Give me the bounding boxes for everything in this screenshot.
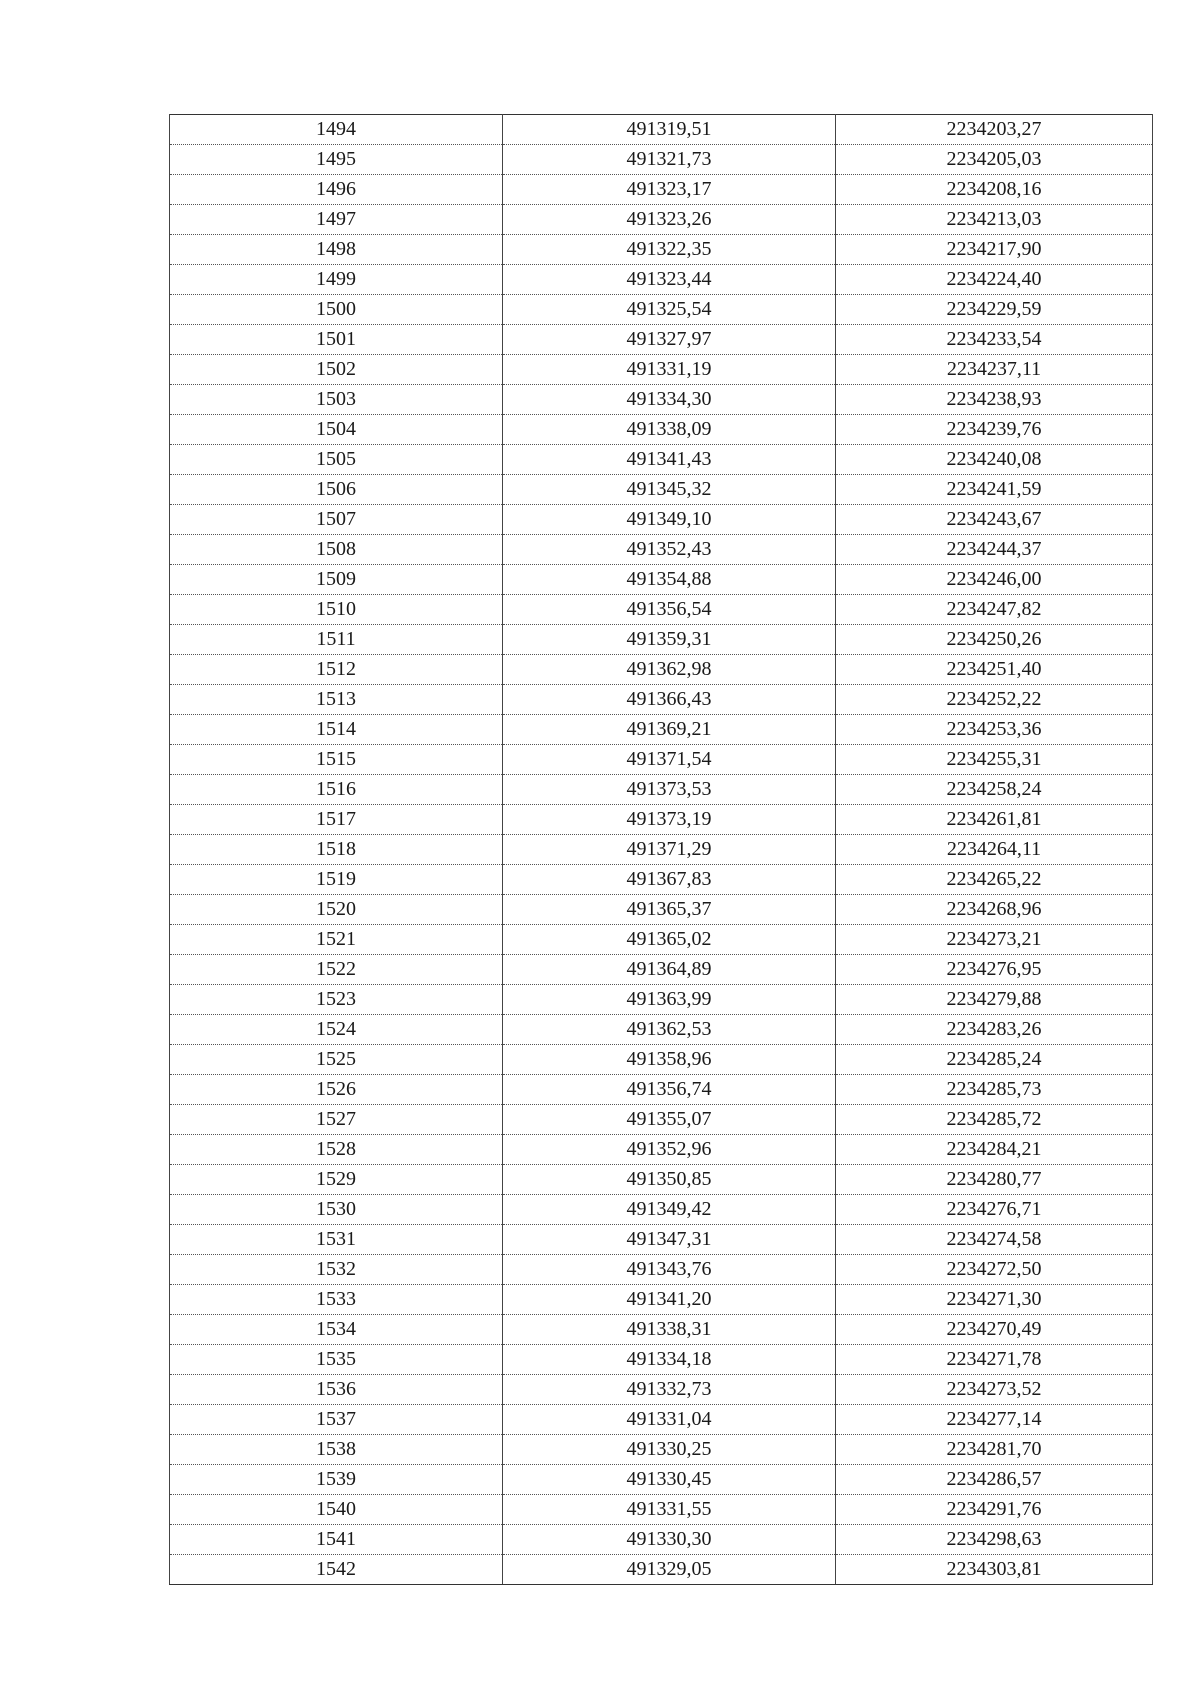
x-coordinate-cell: 491322,35	[503, 235, 836, 265]
x-coordinate-cell: 491334,18	[503, 1345, 836, 1375]
y-coordinate-cell: 2234240,08	[836, 445, 1153, 475]
y-coordinate-cell: 2234253,36	[836, 715, 1153, 745]
x-coordinate-cell: 491343,76	[503, 1255, 836, 1285]
x-coordinate-cell: 491373,19	[503, 805, 836, 835]
y-coordinate-cell: 2234246,00	[836, 565, 1153, 595]
table-row	[170, 715, 1153, 745]
x-coordinate-cell: 491341,43	[503, 445, 836, 475]
point-number-cell: 1508	[170, 535, 503, 565]
x-coordinate-cell: 491362,53	[503, 1015, 836, 1045]
y-coordinate-cell: 2234291,76	[836, 1495, 1153, 1525]
table-row	[170, 265, 1153, 295]
point-number-cell: 1532	[170, 1255, 503, 1285]
point-number-cell: 1533	[170, 1285, 503, 1315]
x-coordinate-cell: 491331,55	[503, 1495, 836, 1525]
y-coordinate-cell: 2234255,31	[836, 745, 1153, 775]
point-number-cell: 1530	[170, 1195, 503, 1225]
x-coordinate-cell: 491366,43	[503, 685, 836, 715]
y-coordinate-cell: 2234281,70	[836, 1435, 1153, 1465]
table-row	[170, 1165, 1153, 1195]
x-coordinate-cell: 491354,88	[503, 565, 836, 595]
point-number-cell: 1506	[170, 475, 503, 505]
y-coordinate-cell: 2234271,30	[836, 1285, 1153, 1315]
point-number-cell: 1522	[170, 955, 503, 985]
x-coordinate-cell: 491355,07	[503, 1105, 836, 1135]
x-coordinate-cell: 491371,54	[503, 745, 836, 775]
x-coordinate-cell: 491358,96	[503, 1045, 836, 1075]
x-coordinate-cell: 491330,30	[503, 1525, 836, 1555]
x-coordinate-cell: 491338,31	[503, 1315, 836, 1345]
table-row	[170, 445, 1153, 475]
point-number-cell: 1528	[170, 1135, 503, 1165]
point-number-cell: 1515	[170, 745, 503, 775]
point-number-cell: 1503	[170, 385, 503, 415]
table-row	[170, 205, 1153, 235]
table-row	[170, 1195, 1153, 1225]
x-coordinate-cell: 491332,73	[503, 1375, 836, 1405]
point-number-cell: 1520	[170, 895, 503, 925]
table-row	[170, 895, 1153, 925]
table-row	[170, 865, 1153, 895]
point-number-cell: 1521	[170, 925, 503, 955]
table-row	[170, 595, 1153, 625]
x-coordinate-cell: 491347,31	[503, 1225, 836, 1255]
table-row	[170, 1045, 1153, 1075]
point-number-cell: 1500	[170, 295, 503, 325]
x-coordinate-cell: 491367,83	[503, 865, 836, 895]
table-row	[170, 1015, 1153, 1045]
table-row	[170, 145, 1153, 175]
x-coordinate-cell: 491352,43	[503, 535, 836, 565]
point-number-cell: 1524	[170, 1015, 503, 1045]
x-coordinate-cell: 491363,99	[503, 985, 836, 1015]
table-row	[170, 1075, 1153, 1105]
x-coordinate-cell: 491331,04	[503, 1405, 836, 1435]
y-coordinate-cell: 2234298,63	[836, 1525, 1153, 1555]
point-number-cell: 1519	[170, 865, 503, 895]
table-row	[170, 655, 1153, 685]
y-coordinate-cell: 2234261,81	[836, 805, 1153, 835]
table-row	[170, 565, 1153, 595]
point-number-cell: 1507	[170, 505, 503, 535]
table-row	[170, 1105, 1153, 1135]
point-number-cell: 1539	[170, 1465, 503, 1495]
table-row	[170, 1405, 1153, 1435]
y-coordinate-cell: 2234237,11	[836, 355, 1153, 385]
y-coordinate-cell: 2234270,49	[836, 1315, 1153, 1345]
point-number-cell: 1498	[170, 235, 503, 265]
y-coordinate-cell: 2234243,67	[836, 505, 1153, 535]
table-row	[170, 1435, 1153, 1465]
y-coordinate-cell: 2234276,71	[836, 1195, 1153, 1225]
point-number-cell: 1541	[170, 1525, 503, 1555]
x-coordinate-cell: 491371,29	[503, 835, 836, 865]
x-coordinate-cell: 491364,89	[503, 955, 836, 985]
point-number-cell: 1494	[170, 115, 503, 145]
point-number-cell: 1535	[170, 1345, 503, 1375]
table-row	[170, 415, 1153, 445]
y-coordinate-cell: 2234244,37	[836, 535, 1153, 565]
y-coordinate-cell: 2234264,11	[836, 835, 1153, 865]
table-row	[170, 535, 1153, 565]
point-number-cell: 1531	[170, 1225, 503, 1255]
coordinates-table-body	[170, 115, 1153, 1585]
y-coordinate-cell: 2234247,82	[836, 595, 1153, 625]
y-coordinate-cell: 2234279,88	[836, 985, 1153, 1015]
x-coordinate-cell: 491365,37	[503, 895, 836, 925]
point-number-cell: 1537	[170, 1405, 503, 1435]
coordinates-table	[169, 114, 1153, 1585]
table-row	[170, 355, 1153, 385]
point-number-cell: 1495	[170, 145, 503, 175]
y-coordinate-cell: 2234268,96	[836, 895, 1153, 925]
y-coordinate-cell: 2234203,27	[836, 115, 1153, 145]
x-coordinate-cell: 491329,05	[503, 1555, 836, 1585]
table-row	[170, 1255, 1153, 1285]
table-row	[170, 295, 1153, 325]
table-row	[170, 385, 1153, 415]
point-number-cell: 1499	[170, 265, 503, 295]
y-coordinate-cell: 2234250,26	[836, 625, 1153, 655]
table-row	[170, 835, 1153, 865]
y-coordinate-cell: 2234258,24	[836, 775, 1153, 805]
y-coordinate-cell: 2234272,50	[836, 1255, 1153, 1285]
table-row	[170, 1495, 1153, 1525]
point-number-cell: 1540	[170, 1495, 503, 1525]
table-row	[170, 685, 1153, 715]
table-row	[170, 775, 1153, 805]
x-coordinate-cell: 491325,54	[503, 295, 836, 325]
point-number-cell: 1502	[170, 355, 503, 385]
y-coordinate-cell: 2234285,72	[836, 1105, 1153, 1135]
table-row	[170, 1375, 1153, 1405]
table-row	[170, 175, 1153, 205]
point-number-cell: 1529	[170, 1165, 503, 1195]
x-coordinate-cell: 491334,30	[503, 385, 836, 415]
point-number-cell: 1514	[170, 715, 503, 745]
y-coordinate-cell: 2234285,73	[836, 1075, 1153, 1105]
x-coordinate-cell: 491319,51	[503, 115, 836, 145]
table-row	[170, 325, 1153, 355]
y-coordinate-cell: 2234286,57	[836, 1465, 1153, 1495]
table-row	[170, 955, 1153, 985]
x-coordinate-cell: 491323,44	[503, 265, 836, 295]
table-row	[170, 805, 1153, 835]
y-coordinate-cell: 2234252,22	[836, 685, 1153, 715]
x-coordinate-cell: 491356,54	[503, 595, 836, 625]
y-coordinate-cell: 2234224,40	[836, 265, 1153, 295]
y-coordinate-cell: 2234284,21	[836, 1135, 1153, 1165]
y-coordinate-cell: 2234251,40	[836, 655, 1153, 685]
point-number-cell: 1538	[170, 1435, 503, 1465]
y-coordinate-cell: 2234241,59	[836, 475, 1153, 505]
y-coordinate-cell: 2234277,14	[836, 1405, 1153, 1435]
point-number-cell: 1526	[170, 1075, 503, 1105]
y-coordinate-cell: 2234205,03	[836, 145, 1153, 175]
x-coordinate-cell: 491369,21	[503, 715, 836, 745]
point-number-cell: 1536	[170, 1375, 503, 1405]
y-coordinate-cell: 2234239,76	[836, 415, 1153, 445]
point-number-cell: 1501	[170, 325, 503, 355]
point-number-cell: 1496	[170, 175, 503, 205]
x-coordinate-cell: 491330,45	[503, 1465, 836, 1495]
table-row	[170, 1135, 1153, 1165]
table-row	[170, 1525, 1153, 1555]
point-number-cell: 1525	[170, 1045, 503, 1075]
table-row	[170, 1465, 1153, 1495]
x-coordinate-cell: 491323,26	[503, 205, 836, 235]
table-row	[170, 1315, 1153, 1345]
x-coordinate-cell: 491341,20	[503, 1285, 836, 1315]
table-row	[170, 505, 1153, 535]
point-number-cell: 1504	[170, 415, 503, 445]
point-number-cell: 1505	[170, 445, 503, 475]
table-row	[170, 1345, 1153, 1375]
x-coordinate-cell: 491321,73	[503, 145, 836, 175]
x-coordinate-cell: 491350,85	[503, 1165, 836, 1195]
x-coordinate-cell: 491365,02	[503, 925, 836, 955]
point-number-cell: 1512	[170, 655, 503, 685]
y-coordinate-cell: 2234229,59	[836, 295, 1153, 325]
y-coordinate-cell: 2234283,26	[836, 1015, 1153, 1045]
table-row	[170, 235, 1153, 265]
x-coordinate-cell: 491356,74	[503, 1075, 836, 1105]
point-number-cell: 1510	[170, 595, 503, 625]
x-coordinate-cell: 491331,19	[503, 355, 836, 385]
x-coordinate-cell: 491349,42	[503, 1195, 836, 1225]
table-row	[170, 745, 1153, 775]
y-coordinate-cell: 2234280,77	[836, 1165, 1153, 1195]
point-number-cell: 1511	[170, 625, 503, 655]
x-coordinate-cell: 491345,32	[503, 475, 836, 505]
y-coordinate-cell: 2234208,16	[836, 175, 1153, 205]
y-coordinate-cell: 2234273,52	[836, 1375, 1153, 1405]
y-coordinate-cell: 2234238,93	[836, 385, 1153, 415]
point-number-cell: 1497	[170, 205, 503, 235]
y-coordinate-cell: 2234285,24	[836, 1045, 1153, 1075]
x-coordinate-cell: 491327,97	[503, 325, 836, 355]
y-coordinate-cell: 2234217,90	[836, 235, 1153, 265]
table-row	[170, 1555, 1153, 1585]
table-row	[170, 1285, 1153, 1315]
table-row	[170, 925, 1153, 955]
point-number-cell: 1517	[170, 805, 503, 835]
y-coordinate-cell: 2234213,03	[836, 205, 1153, 235]
y-coordinate-cell: 2234303,81	[836, 1555, 1153, 1585]
x-coordinate-cell: 491359,31	[503, 625, 836, 655]
point-number-cell: 1527	[170, 1105, 503, 1135]
x-coordinate-cell: 491338,09	[503, 415, 836, 445]
x-coordinate-cell: 491349,10	[503, 505, 836, 535]
point-number-cell: 1523	[170, 985, 503, 1015]
x-coordinate-cell: 491373,53	[503, 775, 836, 805]
x-coordinate-cell: 491362,98	[503, 655, 836, 685]
table-row	[170, 115, 1153, 145]
y-coordinate-cell: 2234274,58	[836, 1225, 1153, 1255]
table-row	[170, 985, 1153, 1015]
table-row	[170, 475, 1153, 505]
point-number-cell: 1516	[170, 775, 503, 805]
point-number-cell: 1542	[170, 1555, 503, 1585]
point-number-cell: 1534	[170, 1315, 503, 1345]
y-coordinate-cell: 2234233,54	[836, 325, 1153, 355]
y-coordinate-cell: 2234271,78	[836, 1345, 1153, 1375]
table-row	[170, 1225, 1153, 1255]
y-coordinate-cell: 2234276,95	[836, 955, 1153, 985]
x-coordinate-cell: 491323,17	[503, 175, 836, 205]
point-number-cell: 1509	[170, 565, 503, 595]
x-coordinate-cell: 491330,25	[503, 1435, 836, 1465]
y-coordinate-cell: 2234273,21	[836, 925, 1153, 955]
x-coordinate-cell: 491352,96	[503, 1135, 836, 1165]
point-number-cell: 1513	[170, 685, 503, 715]
table-row	[170, 625, 1153, 655]
y-coordinate-cell: 2234265,22	[836, 865, 1153, 895]
point-number-cell: 1518	[170, 835, 503, 865]
